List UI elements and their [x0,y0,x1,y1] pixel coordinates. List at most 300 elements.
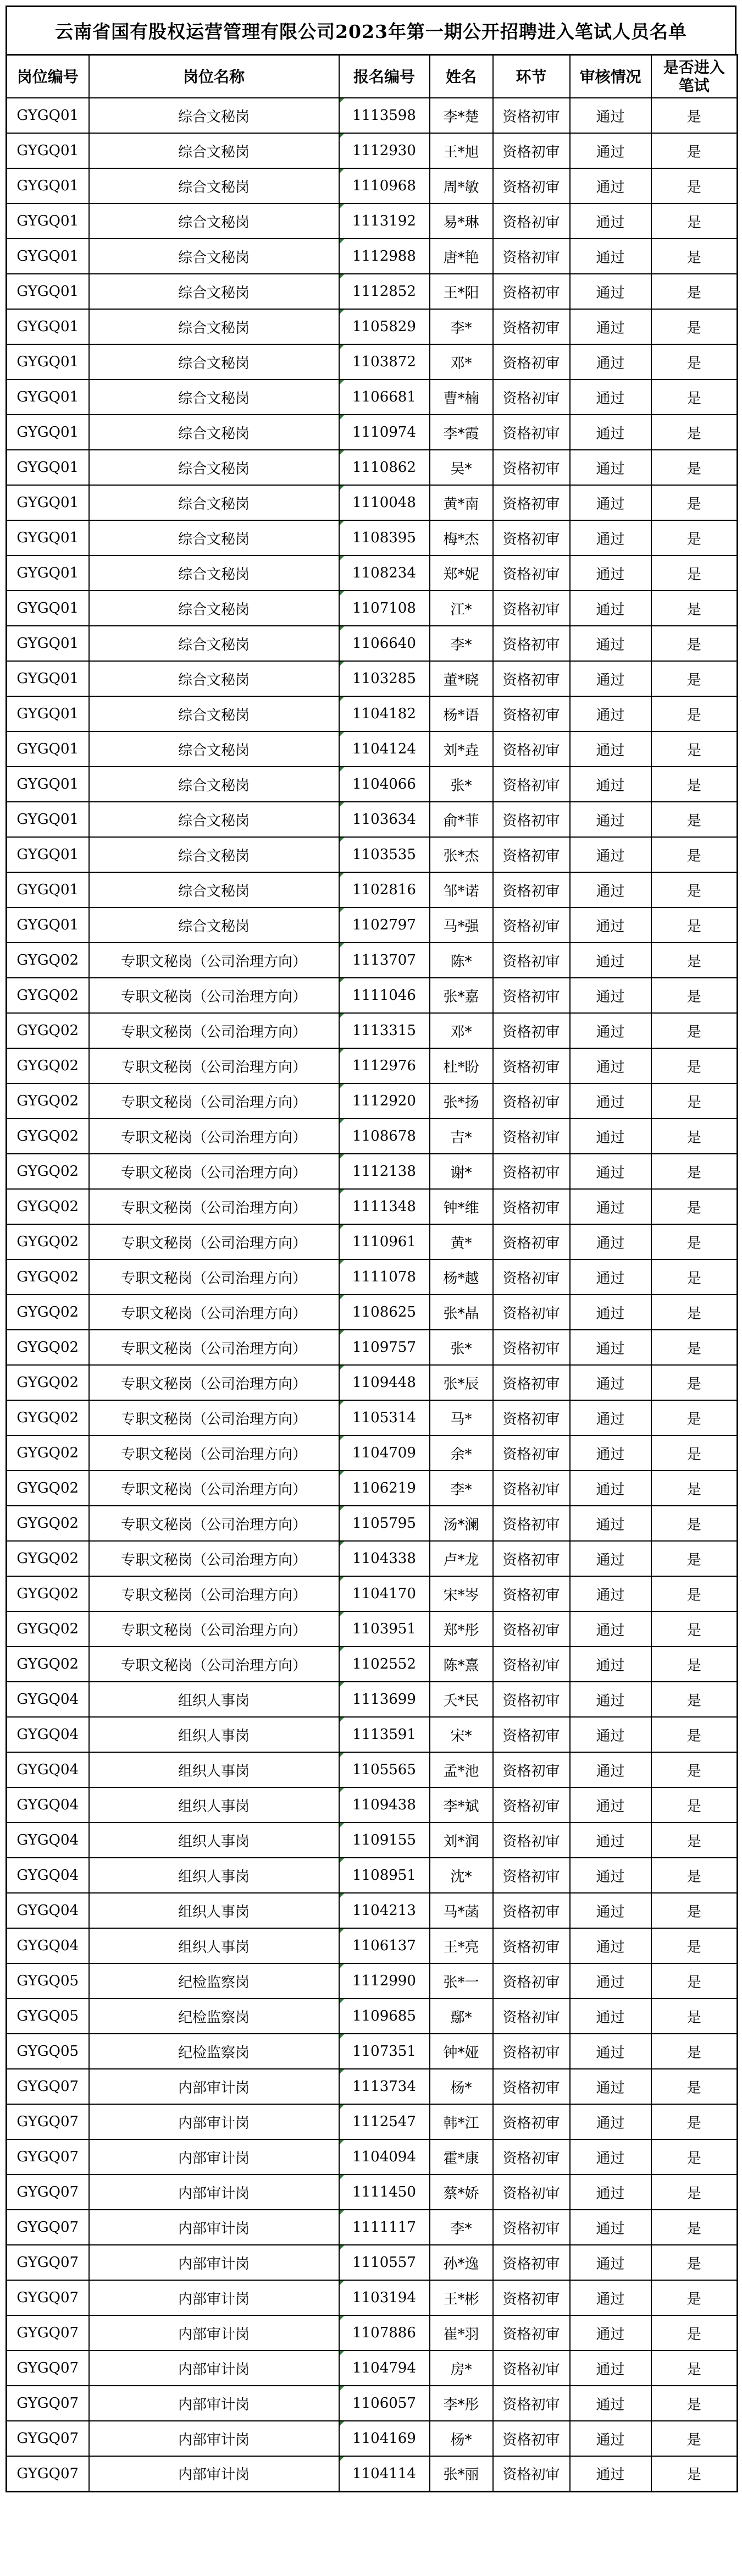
table-row [7,2421,738,2456]
position-name-cell: 综合文秘岗 [89,168,339,203]
registration-number-cell: 1105565 [339,1752,430,1787]
enter-exam-cell: 是 [651,2069,738,2104]
table-row [7,2386,738,2421]
name-cell: 董*晓 [430,661,493,696]
position-name-cell: 综合文秘岗 [89,485,339,520]
enter-exam-cell: 是 [651,978,738,1013]
enter-exam-cell: 是 [651,907,738,943]
position-code-cell: GYGQ01 [7,696,89,731]
review-status-cell: 通过 [570,2351,651,2386]
stage-cell: 资格初审 [493,1963,570,1999]
registration-number-cell: 1113699 [339,1682,430,1717]
position-code-cell: GYGQ02 [7,1119,89,1154]
registration-number-cell: 1110048 [339,485,430,520]
position-name-cell: 组织人事岗 [89,1823,339,1858]
name-cell: 李* [430,2210,493,2245]
position-name-cell: 专职文秘岗（公司治理方向） [89,1189,339,1224]
review-status-cell: 通过 [570,1435,651,1471]
enter-exam-cell: 是 [651,1295,738,1330]
review-status-cell: 通过 [570,168,651,203]
stage-cell: 资格初审 [493,2069,570,2104]
stage-cell: 资格初审 [493,2139,570,2175]
position-code-cell: GYGQ07 [7,2280,89,2315]
review-status-cell: 通过 [570,1647,651,1682]
position-code-cell: GYGQ01 [7,344,89,379]
position-name-cell: 内部审计岗 [89,2315,339,2351]
enter-exam-cell: 是 [651,344,738,379]
table-row [7,1295,738,1330]
enter-exam-cell: 是 [651,661,738,696]
position-code-cell: GYGQ07 [7,2069,89,2104]
position-name-cell: 内部审计岗 [89,2456,339,2491]
name-cell: 孙*逸 [430,2245,493,2280]
position-name-cell: 内部审计岗 [89,2069,339,2104]
name-cell: 黄* [430,1224,493,1259]
name-cell: 李* [430,1471,493,1506]
stage-cell: 资格初审 [493,731,570,767]
stage-cell: 资格初审 [493,1224,570,1259]
name-cell: 黄*南 [430,485,493,520]
name-cell: 王*阳 [430,274,493,309]
header-name: 姓名 [430,55,493,98]
enter-exam-cell: 是 [651,98,738,133]
registration-number-cell: 1104794 [339,2351,430,2386]
table-row [7,1048,738,1083]
name-cell: 张*晶 [430,1295,493,1330]
enter-exam-cell: 是 [651,2034,738,2069]
name-cell: 张*嘉 [430,978,493,1013]
stage-cell: 资格初审 [493,626,570,661]
stage-cell: 资格初审 [493,943,570,978]
stage-cell: 资格初审 [493,1471,570,1506]
position-name-cell: 组织人事岗 [89,1787,339,1823]
name-cell: 刘*润 [430,1823,493,1858]
position-code-cell: GYGQ01 [7,274,89,309]
header-position-name: 岗位名称 [89,55,339,98]
table-row [7,1189,738,1224]
name-cell: 吴* [430,450,493,485]
stage-cell: 资格初审 [493,520,570,555]
position-name-cell: 综合文秘岗 [89,203,339,239]
table-row [7,1823,738,1858]
stage-cell: 资格初审 [493,1611,570,1647]
position-name-cell: 综合文秘岗 [89,415,339,450]
enter-exam-cell: 是 [651,802,738,837]
registration-number-cell: 1105829 [339,309,430,344]
table-row [7,2210,738,2245]
position-name-cell: 综合文秘岗 [89,731,339,767]
registration-number-cell: 1103634 [339,802,430,837]
stage-cell: 资格初审 [493,2280,570,2315]
enter-exam-cell: 是 [651,1787,738,1823]
name-cell: 李* [430,626,493,661]
table-row [7,978,738,1013]
position-name-cell: 内部审计岗 [89,2245,339,2280]
stage-cell: 资格初审 [493,2351,570,2386]
enter-exam-cell: 是 [651,591,738,626]
position-name-cell: 综合文秘岗 [89,907,339,943]
registration-number-cell: 1104114 [339,2456,430,2491]
position-code-cell: GYGQ04 [7,1893,89,1928]
name-cell: 陈* [430,943,493,978]
name-cell: 王*彬 [430,2280,493,2315]
registration-number-cell: 1104124 [339,731,430,767]
stage-cell: 资格初审 [493,978,570,1013]
stage-cell: 资格初审 [493,1259,570,1295]
enter-exam-cell: 是 [651,1365,738,1400]
registration-number-cell: 1112852 [339,274,430,309]
table-row [7,1330,738,1365]
enter-exam-cell: 是 [651,1013,738,1048]
position-code-cell: GYGQ01 [7,379,89,415]
name-cell: 张*丽 [430,2456,493,2491]
position-code-cell: GYGQ01 [7,485,89,520]
name-cell: 蔡*娇 [430,2175,493,2210]
enter-exam-cell: 是 [651,1893,738,1928]
table-row [7,1576,738,1611]
enter-exam-cell: 是 [651,133,738,168]
table-row [7,1224,738,1259]
registration-number-cell: 1109757 [339,1330,430,1365]
enter-exam-cell: 是 [651,1506,738,1541]
review-status-cell: 通过 [570,1224,651,1259]
registration-number-cell: 1113591 [339,1717,430,1752]
table-row [7,2104,738,2139]
table-row [7,379,738,415]
table-row [7,1928,738,1963]
table-row [7,1013,738,1048]
registration-number-cell: 1112547 [339,2104,430,2139]
name-cell: 宋*岑 [430,1576,493,1611]
stage-cell: 资格初审 [493,203,570,239]
enter-exam-cell: 是 [651,767,738,802]
registration-number-cell: 1111348 [339,1189,430,1224]
position-code-cell: GYGQ02 [7,1048,89,1083]
position-code-cell: GYGQ02 [7,1154,89,1189]
enter-exam-cell: 是 [651,1189,738,1224]
name-cell: 余* [430,1435,493,1471]
review-status-cell: 通过 [570,2139,651,2175]
table-header-row [7,55,738,98]
stage-cell: 资格初审 [493,2245,570,2280]
review-status-cell: 通过 [570,1541,651,1576]
position-name-cell: 内部审计岗 [89,2139,339,2175]
registration-number-cell: 1112930 [339,133,430,168]
registration-number-cell: 1106057 [339,2386,430,2421]
position-name-cell: 组织人事岗 [89,1717,339,1752]
name-cell: 刘*垚 [430,731,493,767]
review-status-cell: 通过 [570,2386,651,2421]
name-cell: 吉* [430,1119,493,1154]
enter-exam-cell: 是 [651,1083,738,1119]
registration-number-cell: 1102797 [339,907,430,943]
review-status-cell: 通过 [570,2069,651,2104]
stage-cell: 资格初审 [493,1083,570,1119]
review-status-cell: 通过 [570,767,651,802]
name-cell: 张*一 [430,1963,493,1999]
position-code-cell: GYGQ02 [7,1506,89,1541]
enter-exam-cell: 是 [651,1154,738,1189]
enter-exam-cell: 是 [651,2210,738,2245]
position-code-cell: GYGQ07 [7,2421,89,2456]
enter-exam-cell: 是 [651,1330,738,1365]
name-cell: 马*强 [430,907,493,943]
table-row [7,907,738,943]
position-code-cell: GYGQ02 [7,1576,89,1611]
name-cell: 钟*维 [430,1189,493,1224]
review-status-cell: 通过 [570,239,651,274]
position-code-cell: GYGQ01 [7,98,89,133]
table-row [7,1611,738,1647]
position-code-cell: GYGQ07 [7,2386,89,2421]
position-code-cell: GYGQ02 [7,1611,89,1647]
stage-cell: 资格初审 [493,379,570,415]
stage-cell: 资格初审 [493,1435,570,1471]
position-name-cell: 综合文秘岗 [89,837,339,872]
stage-cell: 资格初审 [493,98,570,133]
stage-cell: 资格初审 [493,344,570,379]
enter-exam-cell: 是 [651,626,738,661]
position-code-cell: GYGQ07 [7,2139,89,2175]
table-row [7,415,738,450]
review-status-cell: 通过 [570,2245,651,2280]
name-cell: 马* [430,1400,493,1435]
position-code-cell: GYGQ04 [7,1717,89,1752]
position-name-cell: 专职文秘岗（公司治理方向） [89,1013,339,1048]
registration-number-cell: 1106681 [339,379,430,415]
name-cell: 张* [430,767,493,802]
position-name-cell: 纪检监察岗 [89,1963,339,1999]
stage-cell: 资格初审 [493,1576,570,1611]
review-status-cell: 通过 [570,133,651,168]
table-row [7,309,738,344]
review-status-cell: 通过 [570,344,651,379]
stage-cell: 资格初审 [493,1752,570,1787]
name-cell: 王*亮 [430,1928,493,1963]
stage-cell: 资格初审 [493,1541,570,1576]
position-name-cell: 专职文秘岗（公司治理方向） [89,1471,339,1506]
position-name-cell: 综合文秘岗 [89,626,339,661]
position-code-cell: GYGQ01 [7,837,89,872]
table-row [7,2245,738,2280]
position-code-cell: GYGQ01 [7,591,89,626]
stage-cell: 资格初审 [493,907,570,943]
enter-exam-cell: 是 [651,1963,738,1999]
table-row [7,1682,738,1717]
position-name-cell: 组织人事岗 [89,1858,339,1893]
position-name-cell: 综合文秘岗 [89,309,339,344]
review-status-cell: 通过 [570,555,651,591]
stage-cell: 资格初审 [493,2210,570,2245]
table-row [7,802,738,837]
table-row [7,661,738,696]
position-name-cell: 专职文秘岗（公司治理方向） [89,1647,339,1682]
stage-cell: 资格初审 [493,2315,570,2351]
review-status-cell: 通过 [570,978,651,1013]
table-row [7,943,738,978]
position-name-cell: 专职文秘岗（公司治理方向） [89,1083,339,1119]
stage-cell: 资格初审 [493,1295,570,1330]
name-cell: 唐*艳 [430,239,493,274]
enter-exam-cell: 是 [651,1400,738,1435]
registration-number-cell: 1113598 [339,98,430,133]
registration-number-cell: 1108951 [339,1858,430,1893]
registration-number-cell: 1102552 [339,1647,430,1682]
registration-number-cell: 1103535 [339,837,430,872]
document-sheet [5,5,737,2492]
position-code-cell: GYGQ04 [7,1823,89,1858]
table-row [7,274,738,309]
enter-exam-cell: 是 [651,450,738,485]
enter-exam-cell: 是 [651,379,738,415]
position-name-cell: 专职文秘岗（公司治理方向） [89,1400,339,1435]
position-name-cell: 内部审计岗 [89,2280,339,2315]
registration-number-cell: 1109685 [339,1999,430,2034]
table-row [7,344,738,379]
table-row [7,2139,738,2175]
review-status-cell: 通过 [570,274,651,309]
registration-number-cell: 1107351 [339,2034,430,2069]
table-row [7,1435,738,1471]
position-name-cell: 专职文秘岗（公司治理方向） [89,1119,339,1154]
stage-cell: 资格初审 [493,1823,570,1858]
position-code-cell: GYGQ02 [7,1330,89,1365]
stage-cell: 资格初审 [493,837,570,872]
stage-cell: 资格初审 [493,872,570,907]
enter-exam-cell: 是 [651,1541,738,1576]
enter-exam-cell: 是 [651,309,738,344]
position-name-cell: 组织人事岗 [89,1893,339,1928]
table-row [7,485,738,520]
position-code-cell: GYGQ02 [7,943,89,978]
enter-exam-cell: 是 [651,1611,738,1647]
header-position-code: 岗位编号 [7,55,89,98]
name-cell: 鄢* [430,1999,493,2034]
position-name-cell: 内部审计岗 [89,2175,339,2210]
name-cell: 李*彤 [430,2386,493,2421]
position-code-cell: GYGQ02 [7,1647,89,1682]
position-name-cell: 综合文秘岗 [89,591,339,626]
position-name-cell: 综合文秘岗 [89,661,339,696]
registration-number-cell: 1104170 [339,1576,430,1611]
registration-number-cell: 1103951 [339,1611,430,1647]
name-cell: 谢* [430,1154,493,1189]
position-name-cell: 综合文秘岗 [89,520,339,555]
name-cell: 郑*彤 [430,1611,493,1647]
review-status-cell: 通过 [570,1119,651,1154]
review-status-cell: 通过 [570,1893,651,1928]
header-registration-number: 报名编号 [339,55,430,98]
review-status-cell: 通过 [570,661,651,696]
name-cell: 杨* [430,2069,493,2104]
stage-cell: 资格初审 [493,661,570,696]
enter-exam-cell: 是 [651,1259,738,1295]
registration-number-cell: 1111046 [339,978,430,1013]
table-row [7,626,738,661]
review-status-cell: 通过 [570,1189,651,1224]
review-status-cell: 通过 [570,450,651,485]
enter-exam-cell: 是 [651,203,738,239]
stage-cell: 资格初审 [493,1506,570,1541]
stage-cell: 资格初审 [493,2104,570,2139]
review-status-cell: 通过 [570,591,651,626]
review-status-cell: 通过 [570,98,651,133]
name-cell: 张* [430,1330,493,1365]
candidate-table [5,54,738,2492]
position-code-cell: GYGQ01 [7,802,89,837]
name-cell: 邓* [430,344,493,379]
review-status-cell: 通过 [570,872,651,907]
table-row [7,2351,738,2386]
enter-exam-cell: 是 [651,1717,738,1752]
review-status-cell: 通过 [570,2456,651,2491]
position-name-cell: 综合文秘岗 [89,379,339,415]
table-row [7,1259,738,1295]
position-code-cell: GYGQ07 [7,2245,89,2280]
review-status-cell: 通过 [570,907,651,943]
name-cell: 王*旭 [430,133,493,168]
header-enter-written-exam: 是否进入笔试 [651,55,738,98]
position-code-cell: GYGQ04 [7,1858,89,1893]
position-name-cell: 专职文秘岗（公司治理方向） [89,943,339,978]
review-status-cell: 通过 [570,203,651,239]
position-name-cell: 专职文秘岗（公司治理方向） [89,1330,339,1365]
name-cell: 杨* [430,2421,493,2456]
registration-number-cell: 1108234 [339,555,430,591]
review-status-cell: 通过 [570,1752,651,1787]
stage-cell: 资格初审 [493,1154,570,1189]
position-code-cell: GYGQ01 [7,767,89,802]
position-code-cell: GYGQ01 [7,239,89,274]
registration-number-cell: 1106137 [339,1928,430,1963]
name-cell: 沈* [430,1858,493,1893]
enter-exam-cell: 是 [651,872,738,907]
position-code-cell: GYGQ01 [7,626,89,661]
enter-exam-cell: 是 [651,520,738,555]
position-name-cell: 专职文秘岗（公司治理方向） [89,1295,339,1330]
registration-number-cell: 1104094 [339,2139,430,2175]
stage-cell: 资格初审 [493,696,570,731]
registration-number-cell: 1108678 [339,1119,430,1154]
position-code-cell: GYGQ02 [7,1013,89,1048]
position-code-cell: GYGQ02 [7,1435,89,1471]
position-name-cell: 专职文秘岗（公司治理方向） [89,1259,339,1295]
position-code-cell: GYGQ01 [7,309,89,344]
registration-number-cell: 1102816 [339,872,430,907]
stage-cell: 资格初审 [493,2421,570,2456]
stage-cell: 资格初审 [493,1365,570,1400]
table-row [7,591,738,626]
enter-exam-cell: 是 [651,1823,738,1858]
table-row [7,1506,738,1541]
registration-number-cell: 1104213 [339,1893,430,1928]
enter-exam-cell: 是 [651,2315,738,2351]
table-row [7,1083,738,1119]
position-name-cell: 纪检监察岗 [89,1999,339,2034]
registration-number-cell: 1107886 [339,2315,430,2351]
registration-number-cell: 1110974 [339,415,430,450]
enter-exam-cell: 是 [651,943,738,978]
registration-number-cell: 1112138 [339,1154,430,1189]
document-title: 云南省国有股权运营管理有限公司2023年第一期公开招聘进入笔试人员名单 [5,5,737,54]
enter-exam-cell: 是 [651,2139,738,2175]
header-review-status: 审核情况 [570,55,651,98]
name-cell: 韩*江 [430,2104,493,2139]
position-name-cell: 专职文秘岗（公司治理方向） [89,1435,339,1471]
stage-cell: 资格初审 [493,1858,570,1893]
stage-cell: 资格初审 [493,1647,570,1682]
registration-number-cell: 1112976 [339,1048,430,1083]
